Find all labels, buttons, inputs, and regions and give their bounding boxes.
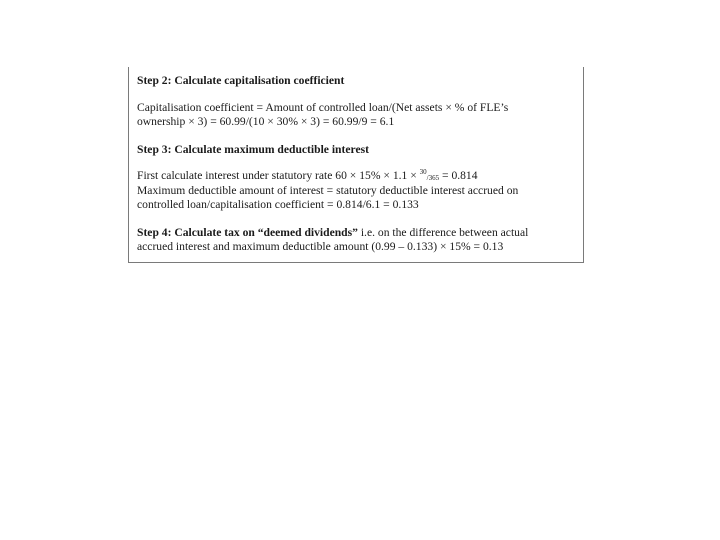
step4-line-2: accrued interest and maximum deductible amount (0.99 – 0.133) × 15% = 0.13 (137, 240, 504, 253)
step3-line-1 (137, 169, 583, 184)
step4-line-1 (137, 226, 583, 241)
step3-line-1-result: = 0.814 (439, 169, 478, 182)
step3-line-1-text: First calculate interest under statutory rate 60 × 15% × 1.1 × (137, 169, 420, 182)
step2-line-2: ownership × 3) = 60.99/(10 × 30% × 3) = 60.99/9 = 6.1 (137, 115, 395, 128)
step2-line-1: Capitalisation coefficient = Amount of controlled loan/(Net assets × % of FLE’s (137, 100, 509, 114)
step3-heading: Step 3: Calculate maximum deductible interest (137, 142, 369, 156)
step4-line-1-rest: i.e. on the difference between actual (357, 225, 529, 239)
step3-fraction-numerator: 30 (419, 168, 427, 176)
document-excerpt (128, 67, 584, 263)
step3-line-2: Maximum deductible amount of interest = statutory deductible interest accrued on (137, 183, 519, 197)
step4-heading: Step 4: Calculate tax on “deemed dividends” (137, 225, 358, 239)
step3-line-3: controlled loan/capitalisation coefficient = 0.814/6.1 = 0.133 (137, 198, 419, 211)
step3-fraction-denominator: /365 (426, 174, 440, 182)
step2-heading: Step 2: Calculate capitalisation coefficient (137, 74, 345, 87)
